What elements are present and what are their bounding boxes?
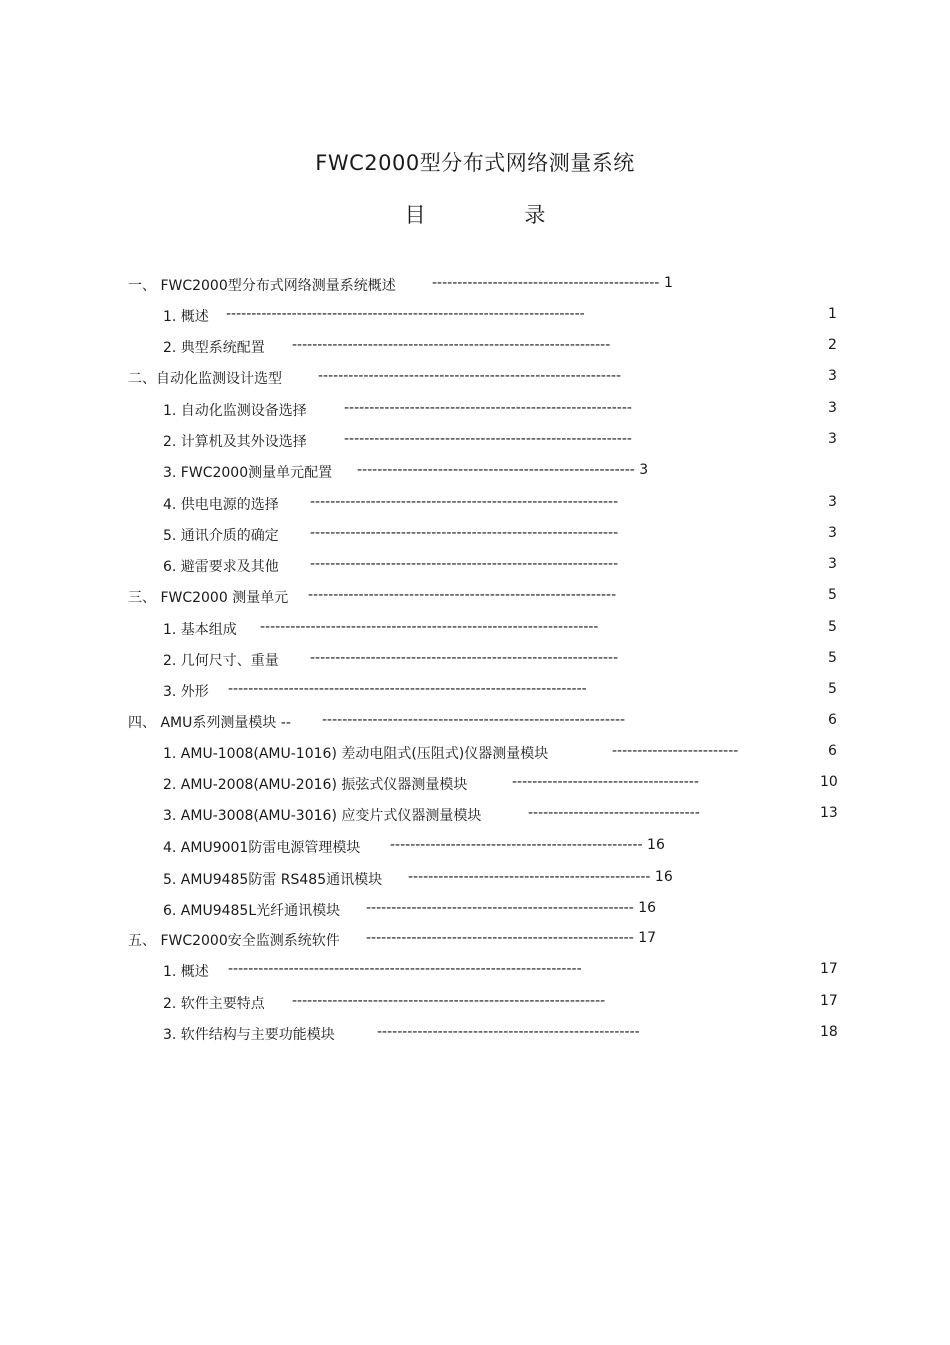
toc-entry-leader: -----------------------------------------------------------------------: [226, 306, 585, 322]
toc-entry-label: 3. AMU-3008(AMU-3016) 应变片式仪器测量模块: [163, 808, 482, 824]
toc-entry[interactable]: [0, 337, 950, 357]
toc-entry-leader: -------------------------------------------------- 16: [390, 837, 665, 853]
toc-entry[interactable]: [0, 275, 950, 295]
toc-entry-label: 2. 计算机及其外设选择: [163, 434, 307, 450]
toc-entry-page: 3: [828, 368, 837, 384]
toc-entry[interactable]: [0, 930, 950, 950]
toc-entry-label: 6. 避雷要求及其他: [163, 559, 279, 575]
toc-entry-label: 3. 软件结构与主要功能模块: [163, 1027, 335, 1043]
toc-entry[interactable]: [0, 431, 950, 451]
toc-entry[interactable]: [0, 900, 950, 920]
toc-entry-label: 5. AMU9485防雷 RS485通讯模块: [163, 872, 383, 888]
toc-entry-leader: ----------------------------------------------------------------------: [228, 961, 582, 977]
toc-entry-label: 3. 外形: [163, 684, 209, 700]
toc-entry-page: 3: [828, 556, 837, 572]
toc-entry[interactable]: [0, 494, 950, 514]
toc-entry-leader: -------------------------------------------------------------: [308, 587, 617, 603]
toc-entry[interactable]: [0, 587, 950, 607]
toc-entry-label: 一、 FWC2000型分布式网络测量系统概述: [128, 278, 396, 294]
toc-entry-leader: ---------------------------------------------------------------: [292, 337, 611, 353]
toc-entry[interactable]: [0, 1024, 950, 1044]
toc-entry[interactable]: [0, 650, 950, 670]
toc-entry[interactable]: [0, 743, 950, 763]
toc-entry-page: 13: [820, 805, 838, 821]
toc-entry-label: 1. 概述: [163, 964, 209, 980]
toc-entry-label: 1. 概述: [163, 309, 209, 325]
toc-entry-leader: ----------------------------------------------------: [377, 1024, 640, 1040]
toc-entry-leader: -------------------------------------------------------------: [310, 494, 619, 510]
toc-entry-leader: -----------------------------------------------------------------------: [228, 681, 587, 697]
toc-entry-label: 2. 典型系统配置: [163, 340, 265, 356]
toc-entry-page: 6: [828, 712, 837, 728]
toc-entry-leader: ---------------------------------------------------------: [344, 431, 632, 447]
toc-entry-leader: -------------------------------------------------------------: [310, 650, 619, 666]
toc-entry-label: 5. 通讯介质的确定: [163, 528, 279, 544]
toc-entry-page: 17: [820, 961, 838, 977]
toc-entry-label: 6. AMU9485L光纤通讯模块: [163, 903, 341, 919]
toc-entry[interactable]: [0, 681, 950, 701]
toc-entry-label: 2. 几何尺寸、重量: [163, 653, 279, 669]
toc-entry-leader: -------------------------------------------------------------------: [260, 619, 599, 635]
toc-entry[interactable]: [0, 368, 950, 388]
toc-entry-leader: -------------------------------------: [512, 774, 699, 790]
toc-entry-label: 2. AMU-2008(AMU-2016) 振弦式仪器测量模块: [163, 777, 468, 793]
toc-entry-leader: ------------------------------------------------ 16: [408, 869, 673, 885]
toc-entry-page: 1: [664, 275, 673, 291]
toc-entry-label: 1. 自动化监测设备选择: [163, 403, 307, 419]
toc-entry-label: 1. 基本组成: [163, 622, 237, 638]
toc-entry-label: 五、 FWC2000安全监测系统软件: [128, 933, 340, 949]
toc-entry-leader: ----------------------------------: [528, 805, 700, 821]
toc-entry-leader: -------------------------------------------------------------: [310, 525, 619, 541]
toc-entry-page: 3: [828, 400, 837, 416]
toc-entry-page: 5: [828, 587, 837, 603]
toc-entry-label: 3. FWC2000测量单元配置: [163, 465, 333, 481]
toc-entry-page: 3: [828, 525, 837, 541]
toc-entry-label: 2. 软件主要特点: [163, 996, 265, 1012]
toc-entry-leader: ----------------------------------------------------- 16: [366, 900, 657, 916]
toc-entry[interactable]: [0, 993, 950, 1013]
toc-entry-page: 5: [828, 619, 837, 635]
toc-entry[interactable]: [0, 774, 950, 794]
toc-entry-leader: ---------------------------------------------------------: [344, 400, 632, 416]
toc-entry[interactable]: [0, 525, 950, 545]
toc-entry[interactable]: [0, 619, 950, 639]
toc-entry[interactable]: [0, 712, 950, 732]
toc-entry-page: 3: [828, 431, 837, 447]
toc-entry[interactable]: [0, 462, 950, 482]
toc-entry-label: 四、 AMU系列测量模块 --: [128, 715, 291, 731]
toc-entry-page: 2: [828, 337, 837, 353]
toc-entry-page: 17: [820, 993, 838, 1009]
toc-entry[interactable]: [0, 837, 950, 857]
toc-entry-label: 三、 FWC2000 测量单元: [128, 590, 289, 606]
toc-entry-page: 3: [828, 494, 837, 510]
toc-entry-page: 10: [820, 774, 838, 790]
toc-entry-label: 4. 供电电源的选择: [163, 497, 279, 513]
toc-entry[interactable]: [0, 400, 950, 420]
toc-entry-leader: ----------------------------------------------------- 17: [366, 930, 657, 946]
toc-entry-label: 1. AMU-1008(AMU-1016) 差动电阻式(压阻式)仪器测量模块: [163, 746, 549, 762]
toc-entry-leader: -------------------------------------------------------------: [310, 556, 619, 572]
toc-entry-leader: ------------------------------------------------------------: [318, 368, 622, 384]
toc-entry-page: 1: [828, 306, 837, 322]
toc-entry-page: 5: [828, 681, 837, 697]
toc-entry-leader: --------------------------------------------------------------: [292, 993, 606, 1009]
toc-entry[interactable]: [0, 306, 950, 326]
toc-entry-leader: ------------------------------------------------------- 3: [357, 462, 649, 478]
toc-entry-leader: -------------------------: [612, 743, 739, 759]
toc-entry[interactable]: [0, 961, 950, 981]
toc-entry-leader: ------------------------------------------------------------: [322, 712, 626, 728]
toc-entry-label: 4. AMU9001防雷电源管理模块: [163, 840, 361, 856]
toc-entry-label: 二、自动化监测设计选型: [128, 371, 282, 387]
toc-entry[interactable]: [0, 556, 950, 576]
toc-entry-page: 6: [828, 743, 837, 759]
toc-entry[interactable]: [0, 805, 950, 825]
toc-heading: 目 录: [404, 203, 592, 227]
toc-entry-leader: ---------------------------------------------: [432, 275, 660, 291]
toc-entry-page: 18: [820, 1024, 838, 1040]
toc-entry-page: 5: [828, 650, 837, 666]
page-title: FWC2000型分布式网络测量系统: [315, 151, 635, 175]
toc-entry[interactable]: [0, 869, 950, 889]
